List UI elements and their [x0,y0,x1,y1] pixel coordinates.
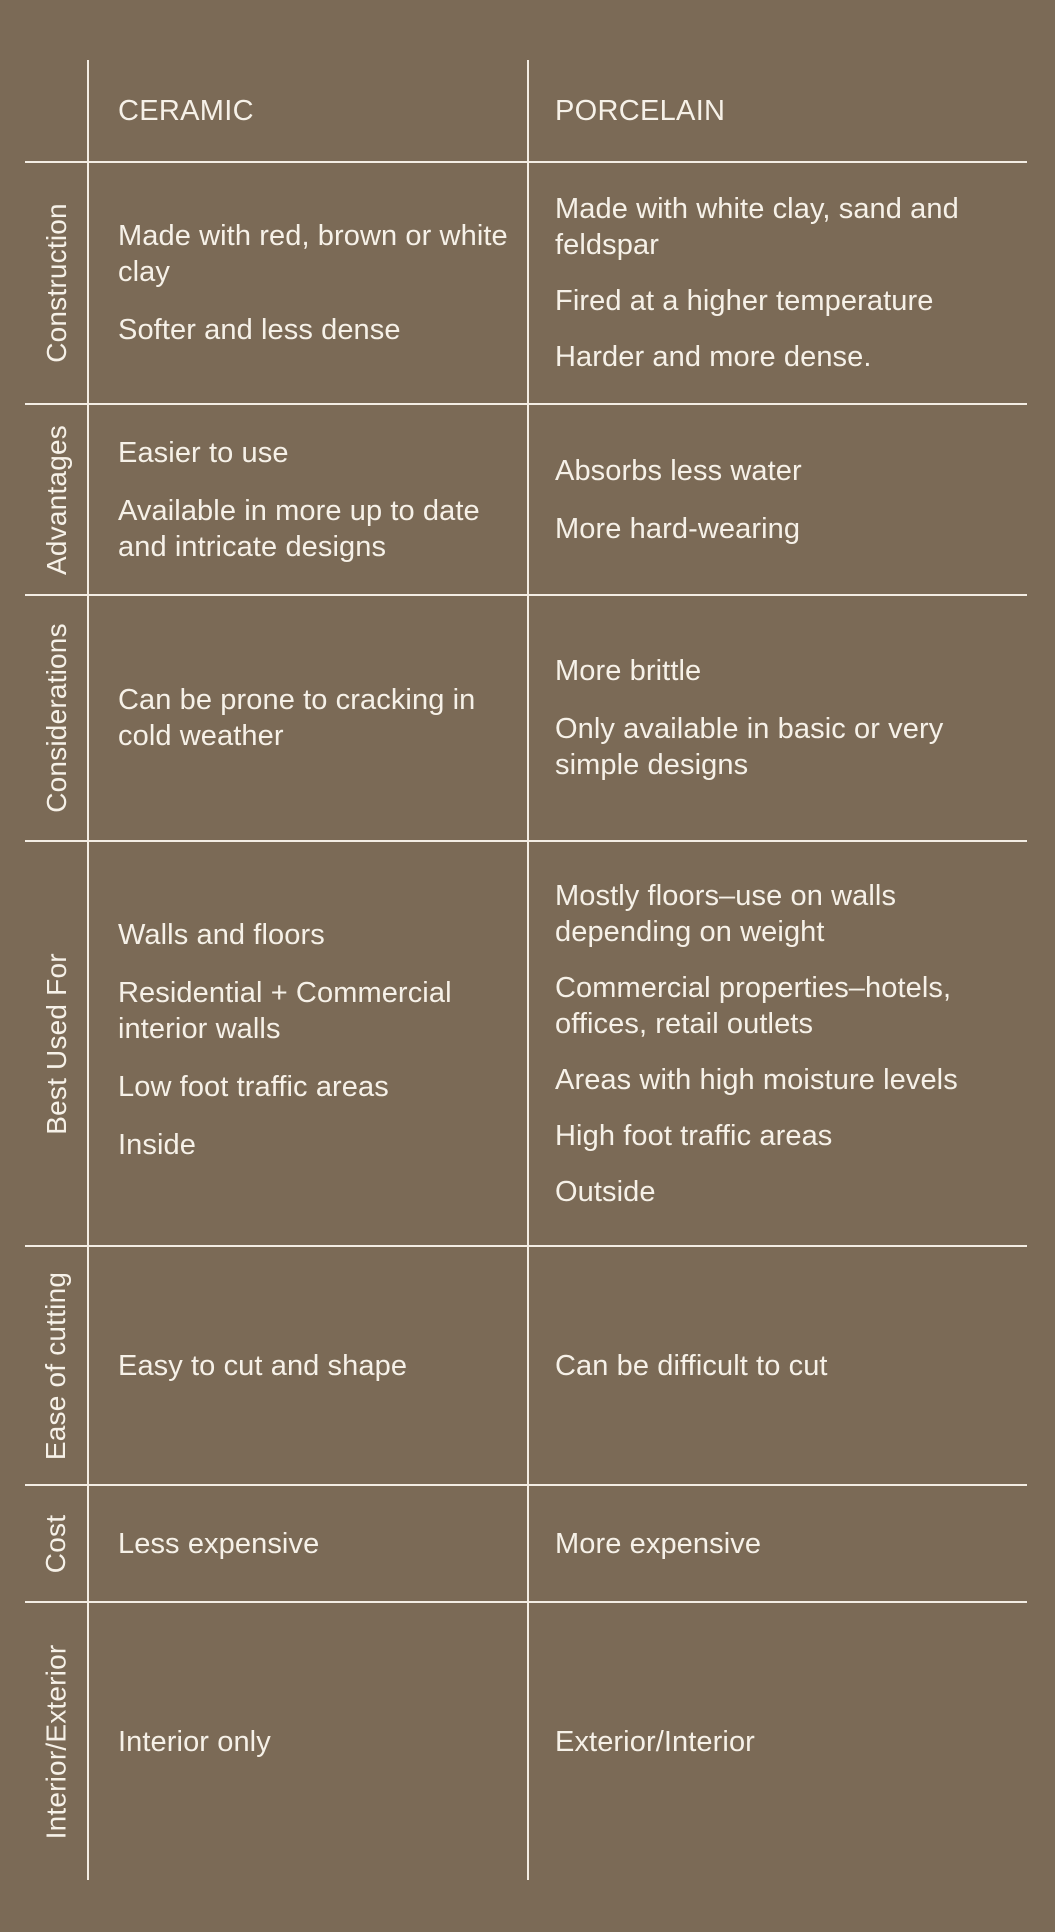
cell-porcelain-advantages [555,405,1025,594]
cell-text: Absorbs less water [555,454,802,487]
row-label-considerations: Considerations [40,623,72,813]
cell-text: Easier to use [118,436,289,469]
row-label-best-used-for: Best Used For [40,952,72,1135]
cell-ceramic-ease-of-cutting [118,1247,518,1484]
cell-text: Outside [555,1175,656,1208]
cell-text: Softer and less dense [118,314,401,346]
cell-porcelain-construction [555,163,1025,403]
row-label-construction: Construction [40,203,72,363]
cell-text: More brittle [555,655,702,687]
cell-text: Low foot traffic areas [118,1070,389,1103]
cell-text: Harder and more dense. [555,341,872,373]
cell-text: Commercial properties–hotels, offices, retail outlets [555,971,952,1040]
row-label-cost: Cost [40,1514,72,1573]
column-header-ceramic [118,60,254,162]
cell-ceramic-interior-exterior [118,1603,518,1880]
cell-porcelain-ease-of-cutting [555,1247,1025,1484]
cell-porcelain-best-used-for [555,842,1025,1245]
cell-text: Interior only [118,1725,271,1758]
cell-text: Fired at a higher temperature [555,285,934,317]
cell-ceramic-considerations [118,596,518,840]
cell-text: More expensive [555,1527,762,1560]
cell-ceramic-best-used-for [118,842,518,1245]
cell-ceramic-construction [118,163,518,403]
cell-text: Inside [118,1128,196,1161]
column-header-porcelain-label: PORCELAIN [555,94,726,127]
cell-text: Available in more up to date and intricate designs [118,494,480,563]
cell-text: Walls and floors [118,918,325,951]
cell-porcelain-interior-exterior [555,1603,1025,1880]
cell-porcelain-cost [555,1486,1025,1601]
cell-ceramic-advantages [118,405,518,594]
cell-text: Made with red, brown or white clay [118,220,508,288]
row-label-ease-of-cutting: Ease of cutting [40,1271,72,1460]
cell-text: More hard-wearing [555,512,801,545]
cell-text: High foot traffic areas [555,1119,833,1152]
cell-text: Less expensive [118,1527,320,1560]
cell-ceramic-cost [118,1486,518,1601]
cell-text: Exterior/Interior [555,1725,755,1758]
cell-porcelain-considerations [555,596,1025,840]
cell-text: Made with white clay, sand and feldspar [555,193,959,261]
column-header-porcelain [555,60,725,162]
cell-text: Can be difficult to cut [555,1349,828,1382]
cell-text: Residential + Commercial interior walls [118,976,452,1045]
column-divider-middle [527,60,529,1880]
cell-text: Only available in basic or very simple designs [555,713,944,781]
column-header-ceramic-label: CERAMIC [118,94,254,127]
cell-text: Can be prone to cracking in cold weather [118,684,476,752]
row-label-advantages: Advantages [40,424,72,575]
cell-text: Mostly floors–use on walls depending on weight [555,879,897,948]
row-label-interior-exterior: Interior/Exterior [40,1644,72,1839]
cell-text: Easy to cut and shape [118,1349,408,1382]
cell-text: Areas with high moisture levels [555,1063,958,1096]
